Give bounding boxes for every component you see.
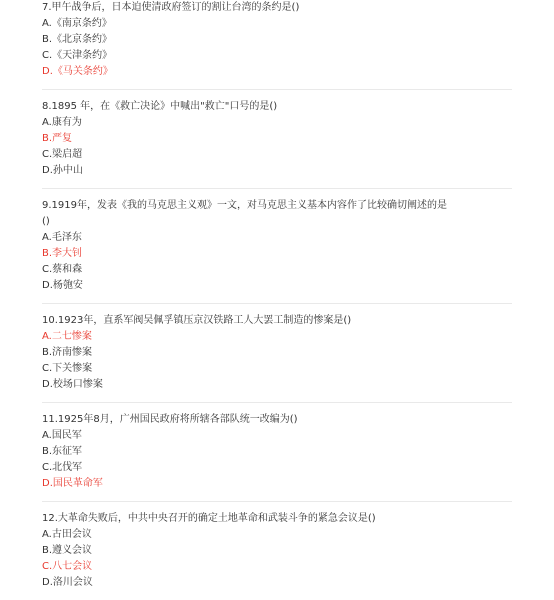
option-c: C.北伐军: [42, 462, 83, 473]
divider: [42, 188, 512, 189]
option-a: A.国民军: [42, 430, 82, 441]
option-a-correct-answer: A.二七惨案: [42, 331, 92, 342]
option-b-correct-answer: B.李大钊: [42, 248, 83, 259]
question-stem: 7.甲午战争后，日本迫使清政府签订的割让台湾的条约是(): [42, 2, 300, 13]
question-stem: 10.1923年，直系军阀吴佩孚镇压京汉铁路工人大罢工制造的惨案是(): [42, 315, 352, 326]
question-list: [42, 0, 542, 600]
divider: [42, 402, 512, 403]
option-c-correct-answer: C.八七会议: [42, 561, 93, 572]
question-8: [42, 99, 542, 179]
option-c: C.蔡和森: [42, 264, 83, 275]
question-stem: 12.大革命失败后，中共中央召开的确定土地革命和武装斗争的紧急会议是(): [42, 513, 376, 524]
option-b: B.《北京条约》: [42, 34, 113, 45]
option-a: A.毛泽东: [42, 232, 82, 243]
option-a: A.古田会议: [42, 529, 92, 540]
option-d: D.杨匏安: [42, 280, 83, 291]
option-c: C.《天津条约》: [42, 50, 113, 61]
question-12: [42, 511, 542, 591]
divider: [42, 303, 512, 304]
question-9: [42, 198, 542, 294]
question-stem: 8.1895 年，在《救亡决论》中喊出"救亡"口号的是(): [42, 101, 278, 112]
option-b: B.遵义会议: [42, 545, 93, 556]
option-d-correct-answer: D.国民革命军: [42, 478, 103, 489]
question-11: [42, 412, 542, 492]
option-d-correct-answer: D.《马关条约》: [42, 66, 113, 77]
option-b: B.济南惨案: [42, 347, 93, 358]
divider: [42, 89, 512, 90]
option-a: A.康有为: [42, 117, 82, 128]
option-b-correct-answer: B.严复: [42, 133, 73, 144]
option-d: D.校场口惨案: [42, 379, 103, 390]
option-c: C.梁启超: [42, 149, 83, 160]
option-d: D.孙中山: [42, 165, 83, 176]
option-d: D.洛川会议: [42, 577, 93, 588]
option-a: A.《南京条约》: [42, 18, 112, 29]
question-stem: 11.1925年8月，广州国民政府将所辖各部队统一改编为(): [42, 414, 298, 425]
question-stem-continuation: (): [42, 216, 50, 227]
option-c: C.下关惨案: [42, 363, 93, 374]
divider: [42, 501, 512, 502]
question-7: [42, 0, 542, 80]
question-stem: 9.1919年，发表《我的马克思主义观》一文，对马克思主义基本内容作了比较确切阐述的是: [42, 200, 447, 211]
option-b: B.东征军: [42, 446, 83, 457]
question-10: [42, 313, 542, 393]
